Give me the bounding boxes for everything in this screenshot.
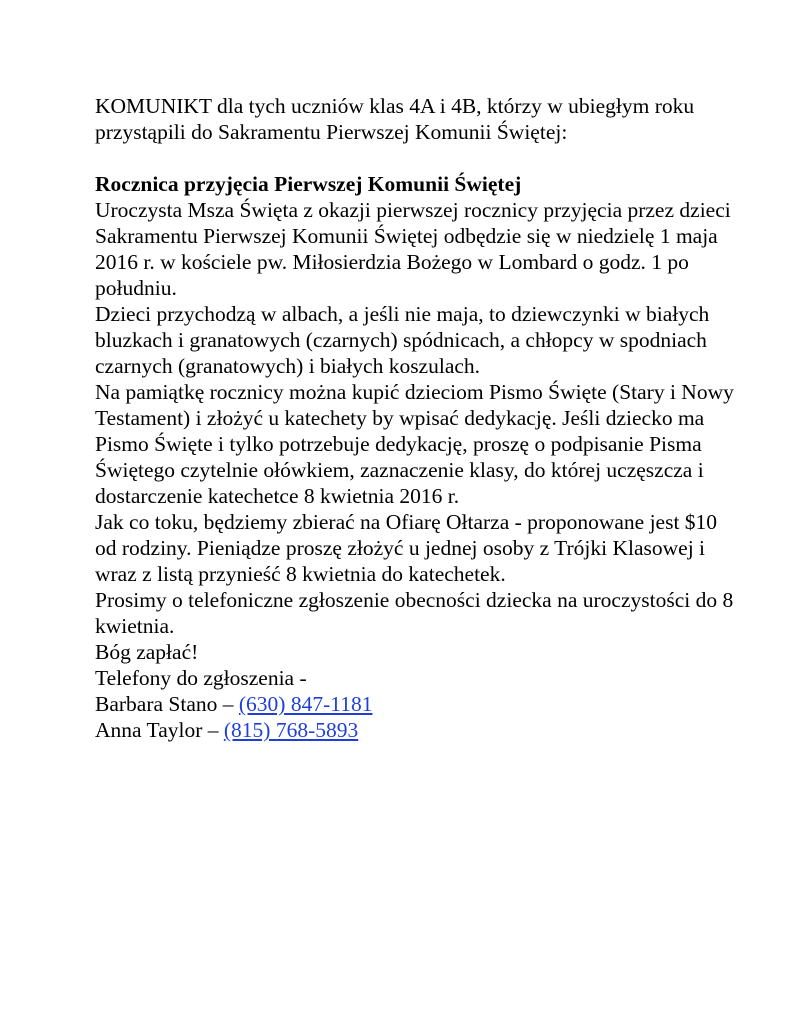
bible-paragraph: Na pamiątkę rocznicy można kupić dzieciom Pismo Święte (Stary i Nowy Testament) i złożyć u katechety by wpisać dedykację. Jeśli dziecko ma Pismo Święte i tylko potrzebuje dedykację, proszę o podpisanie Pisma Świętego czytelnie ołówkiem, zaznaczenie klasy, do której uczęszcza i dostarczenie katechetce 8 kwietnia 2016 r. bbox=[95, 380, 734, 508]
attendance-paragraph: Prosimy o telefoniczne zgłoszenie obecności dziecka na uroczystości do 8 kwietnia. bbox=[95, 588, 734, 638]
dress-paragraph: Dzieci przychodzą w albach, a jeśli nie maja, to dziewczynki w białych bluzkach i granatowych (czarnych) spódnicach, a chłopcy w spodniach czarnych (granatowych) i białych koszulach. bbox=[95, 302, 710, 378]
intro-text: KOMUNIKT dla tych uczniów klas 4A i 4B, którzy w ubiegłym roku przystąpili do Sakramentu Pierwszej Komunii Świętej: bbox=[95, 94, 695, 144]
thanks-line: Bóg zapłać! bbox=[95, 640, 199, 664]
phone-link[interactable]: (815) 768-5893 bbox=[223, 718, 359, 742]
section-heading: Rocznica przyjęcia Pierwszej Komunii Świętej bbox=[95, 172, 522, 196]
phone-link[interactable]: (630) 847-1181 bbox=[238, 692, 373, 716]
phones-label: Telefony do zgłoszenia - bbox=[95, 666, 307, 690]
contact-line bbox=[95, 717, 735, 743]
mass-paragraph: Uroczysta Msza Święta z okazji pierwszej rocznicy przyjęcia przez dzieci Sakramentu Pierwszej Komunii Świętej odbędzie się w niedzielę 1 maja 2016 r. w kościele pw. Miłosierdzia Bożego w Lombard o godz. 1 po południu. bbox=[95, 198, 731, 300]
contact-line bbox=[95, 691, 735, 717]
contact-name: Anna Taylor – bbox=[95, 718, 224, 742]
offering-paragraph: Jak co toku, będziemy zbierać na Ofiarę Ołtarza - proponowane jest $10 od rodziny. Pieniądze proszę złożyć u jednej osoby z Trójki Klasowej i wraz z listą przynieść 8 kwietnia do katechetek. bbox=[95, 510, 718, 586]
contact-name: Barbara Stano – bbox=[95, 692, 239, 716]
document-body bbox=[95, 93, 735, 743]
